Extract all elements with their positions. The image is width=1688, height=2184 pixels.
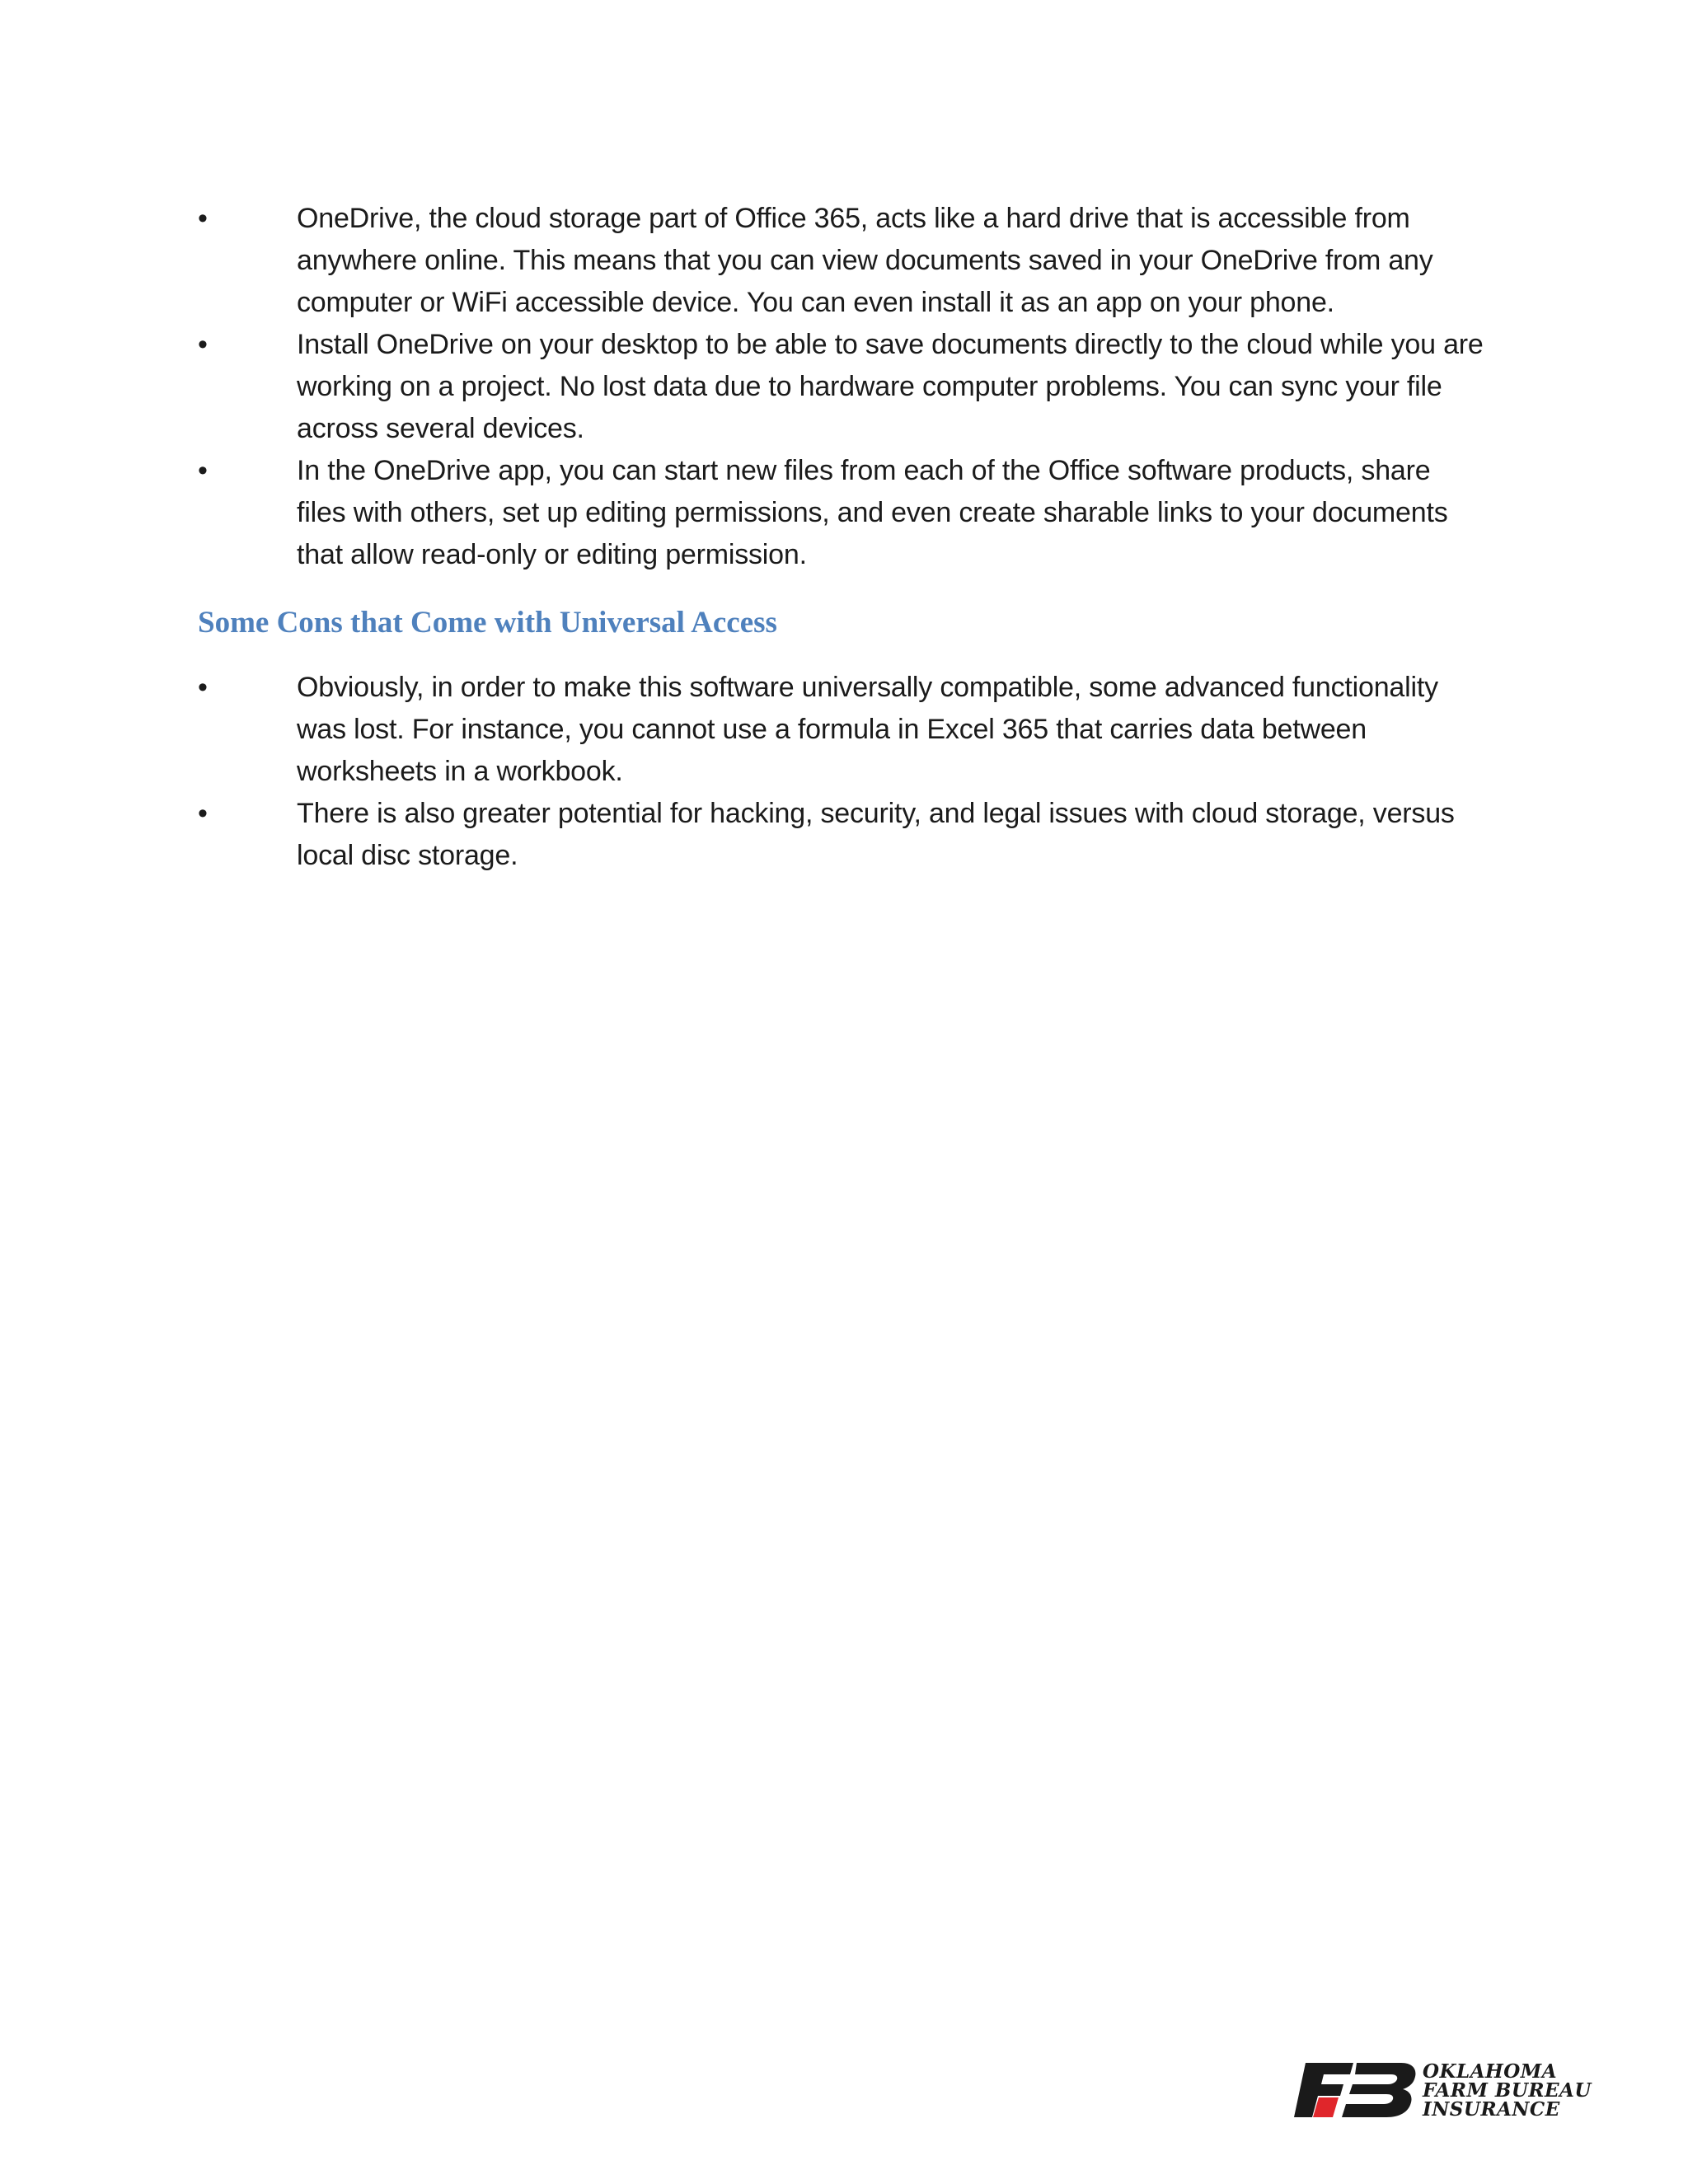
list-item — [198, 450, 1484, 576]
list-item — [198, 324, 1484, 450]
bullet-glyph: • — [198, 798, 208, 829]
list-item-text: In the OneDrive app, you can start new files from each of the Office software products, share files with others, set up editing permissions, and even create sharable links to your documents that allow read-only or editing permission. — [297, 455, 1448, 570]
list-item-text: Install OneDrive on your desktop to be able to save documents directly to the cloud while you are working on a project. No lost data due to hardware computer problems. You can sync your file across several devices. — [297, 329, 1484, 444]
bullet-glyph: • — [198, 203, 208, 234]
cons-heading: Some Cons that Come with Universal Access — [198, 606, 777, 640]
document-body — [198, 198, 1484, 877]
farm-bureau-logo — [1294, 2060, 1607, 2120]
bullet-glyph: • — [198, 672, 208, 703]
list-item-text: Obviously, in order to make this software universally compatible, some advanced functionality was lost. For instance, you cannot use a formula in Excel 365 that carries data between worksheets in a workbook. — [297, 672, 1438, 787]
bullet-glyph: • — [198, 329, 208, 360]
list-item — [198, 198, 1484, 324]
cons-list — [198, 667, 1484, 877]
logo-line-3: INSURANCE — [1423, 2097, 1560, 2121]
logo-line-1: OKLAHOMA — [1423, 2060, 1558, 2083]
list-item-text: OneDrive, the cloud storage part of Office 365, acts like a hard drive that is accessible from anywhere online. This means that you can view documents saved in your OneDrive from any computer or WiFi accessible device. You can even install it as an app on your phone. — [297, 203, 1433, 318]
logo-wordmark — [1423, 2062, 1592, 2119]
bullet-glyph: • — [198, 455, 208, 486]
fb-logo-icon — [1294, 2061, 1418, 2119]
list-item — [198, 667, 1484, 793]
logo-line-2: FARM BUREAU — [1423, 2079, 1592, 2102]
pros-list — [198, 198, 1484, 576]
list-item-text: There is also greater potential for hacking, security, and legal issues with cloud storage, versus local disc storage. — [297, 798, 1455, 871]
list-item — [198, 793, 1484, 877]
